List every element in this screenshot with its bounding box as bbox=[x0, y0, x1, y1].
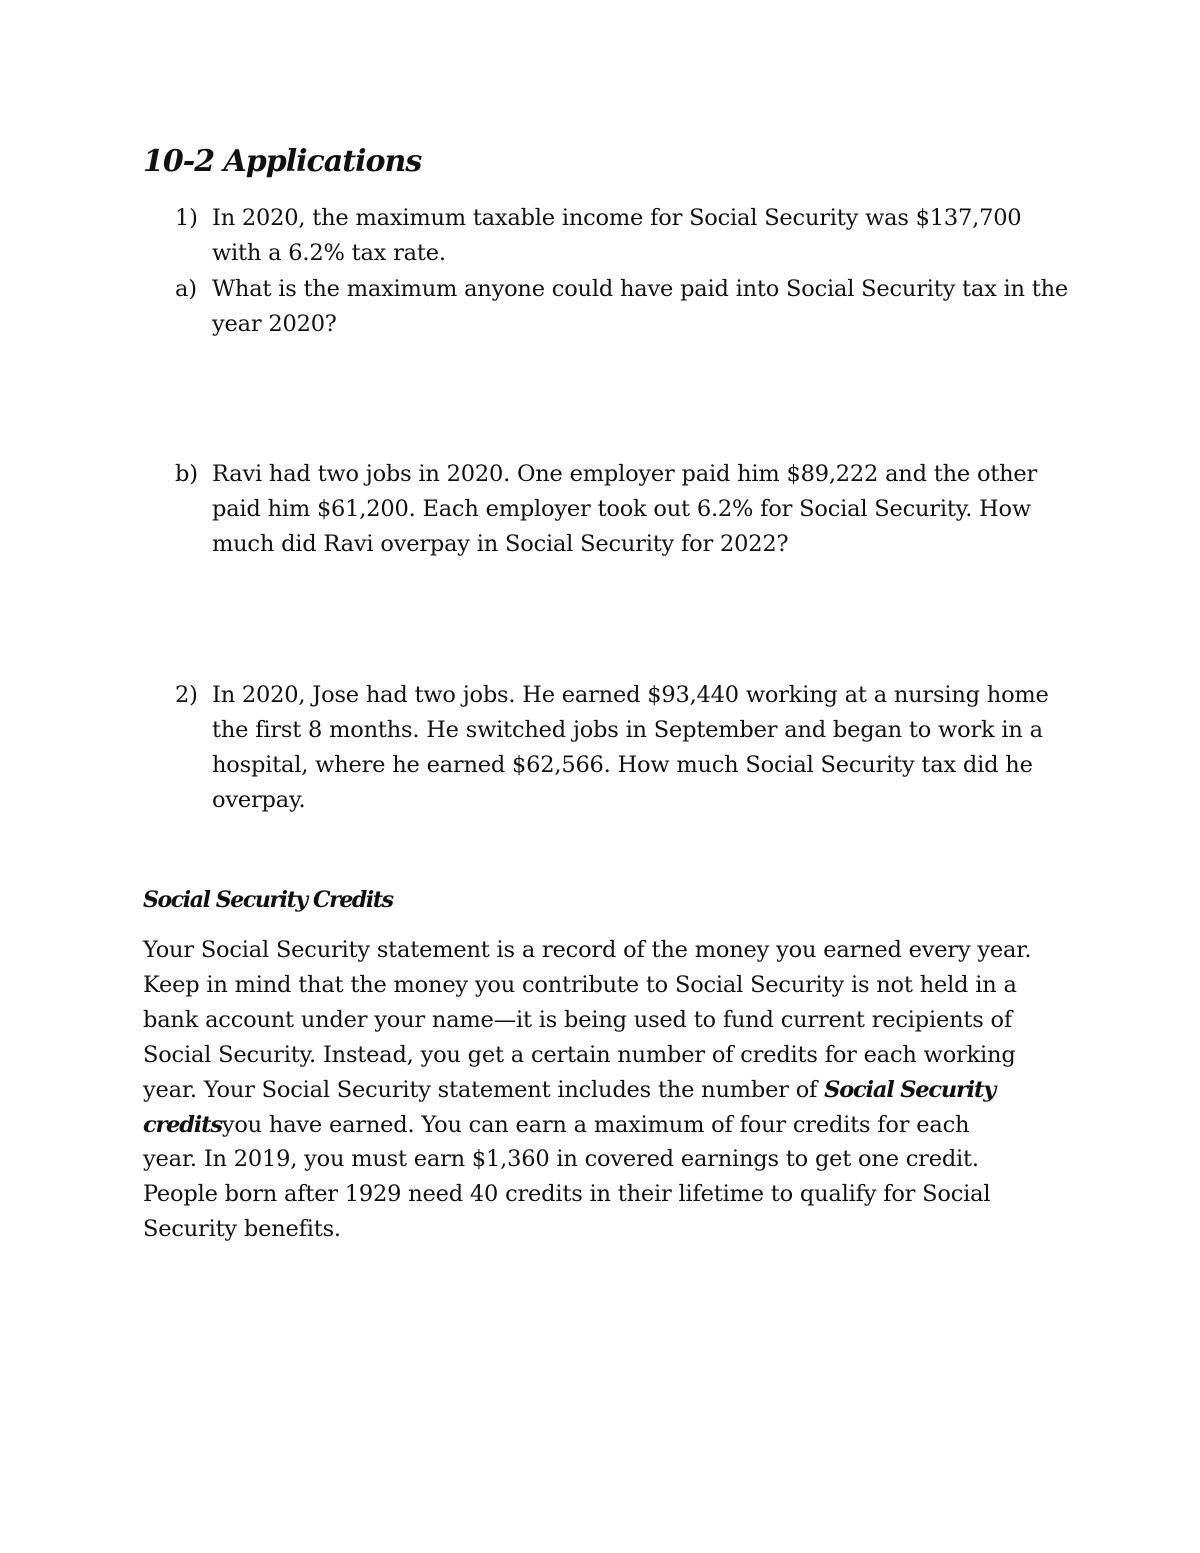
paragraph-line: year. In 2019, you must earn $1,360 in covered earnings to get one credit. bbox=[143, 1146, 979, 1173]
paragraph-text: you have earned. You can earn a maximum of four credits for each bbox=[221, 1111, 970, 1138]
question-marker: 1) bbox=[175, 205, 198, 231]
question-text: In 2020, Jose had two jobs. He earned $93,440 working at a nursing home the first 8 months. He switched jobs in September and began to work in a hospital, where he earned $62,566. How much Social Security tax did he overpay. bbox=[212, 682, 1049, 813]
emphasized-term: Social Security bbox=[824, 1076, 996, 1103]
paragraph-text: year. Your Social Security statement includes the number of bbox=[143, 1076, 825, 1103]
page-title: 10-2 Applications bbox=[143, 144, 422, 179]
question-text: In 2020, the maximum taxable income for Social Security was $137,700 with a 6.2% tax rate. bbox=[212, 205, 1022, 266]
question-text: Ravi had two jobs in 2020. One employer paid him $89,222 and the other paid him $61,200. Each employer took out 6.2% for Social Security. How much did Ravi overpay in Social Security for 2022? bbox=[212, 461, 1038, 557]
paragraph-line: Your Social Security statement is a record of the money you earned every year. bbox=[143, 937, 1032, 963]
question-1a bbox=[175, 272, 1075, 342]
paragraph-line: Social Security. Instead, you get a certain number of credits for each working bbox=[143, 1041, 1016, 1068]
credits-paragraph bbox=[143, 933, 1063, 1247]
question-marker: b) bbox=[175, 461, 198, 487]
paragraph-line: Keep in mind that the money you contribute to Social Security is not held in a bbox=[143, 971, 1017, 998]
question-marker: a) bbox=[175, 276, 197, 302]
paragraph-line: People born after 1929 need 40 credits in their lifetime to qualify for Social bbox=[143, 1181, 991, 1208]
question-2 bbox=[175, 678, 1075, 818]
question-1b bbox=[175, 457, 1075, 562]
paragraph-line bbox=[143, 1108, 1063, 1143]
question-marker: 2) bbox=[175, 682, 198, 708]
question-1 bbox=[175, 201, 1075, 271]
emphasized-term: credits bbox=[143, 1111, 222, 1138]
paragraph-line: Security benefits. bbox=[143, 1216, 341, 1243]
paragraph-line: bank account under your name—it is being used to fund current recipients of bbox=[143, 1006, 1013, 1033]
paragraph-line bbox=[143, 1073, 1063, 1108]
section-heading-social-security-credits: Social Security Credits bbox=[143, 887, 393, 913]
question-text: What is the maximum anyone could have paid into Social Security tax in the year 2020? bbox=[212, 276, 1069, 337]
